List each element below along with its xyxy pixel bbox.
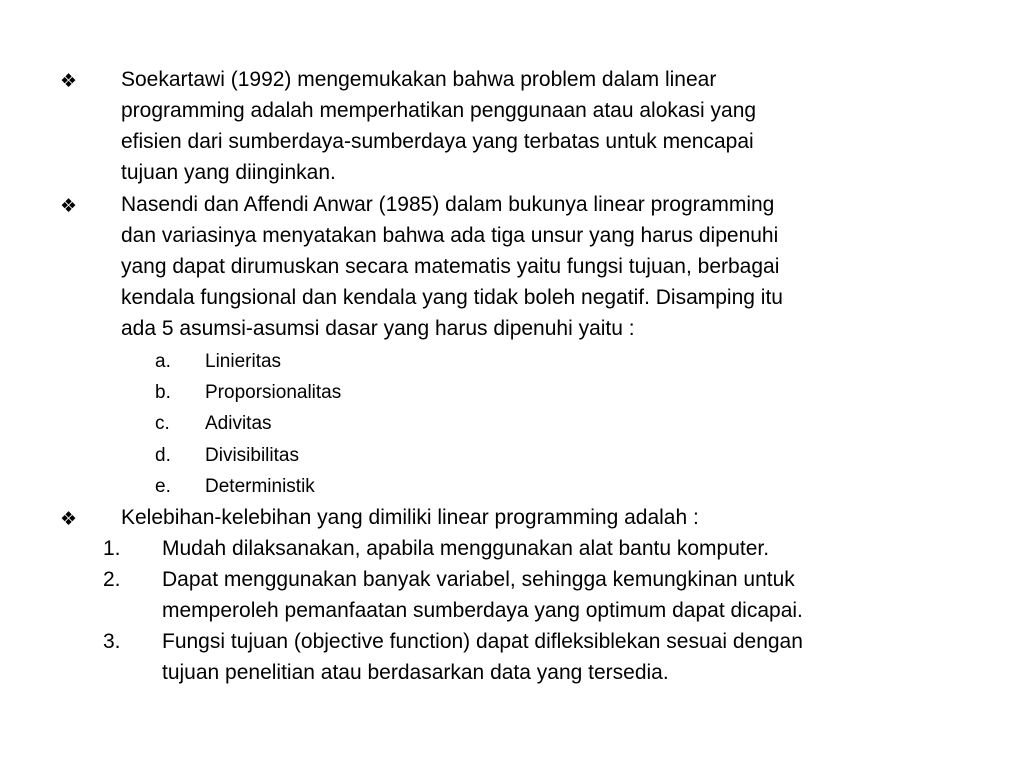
bullet-text-line: kendala fungsional dan kendala yang tidak boleh negatif. Disamping itu [121, 286, 783, 309]
numbered-item-text: tujuan penelitian atau berdasarkan data yang tersedia. [162, 661, 669, 684]
bullet-text-line: Soekartawi (1992) mengemukakan bahwa problem dalam linear [121, 68, 717, 91]
diamond-bullet-icon: ❖ [60, 509, 78, 530]
sub-item-label: a. [155, 351, 171, 372]
bullet-text-line: Kelebihan-kelebihan yang dimiliki linear programming adalah : [121, 506, 699, 529]
numbered-item-text: Fungsi tujuan (objective function) dapat difleksiblekan sesuai dengan [162, 630, 803, 653]
bullet-text-line: ada 5 asumsi-asumsi dasar yang harus dipenuhi yaitu : [121, 317, 635, 340]
sub-item-label: e. [155, 476, 171, 497]
numbered-item-text: memperoleh pemanfaatan sumberdaya yang optimum dapat dicapai. [162, 599, 803, 622]
sub-item-label: c. [155, 413, 170, 434]
bullet-text-line: Nasendi dan Affendi Anwar (1985) dalam bukunya linear programming [121, 193, 775, 216]
bullet-text-line: programming adalah memperhatikan penggunaan atau alokasi yang [121, 99, 757, 122]
numbered-item-text: Mudah dilaksanakan, apabila menggunakan alat bantu komputer. [162, 537, 770, 560]
numbered-item-label: 1. [103, 537, 121, 560]
sub-item-text: Proporsionalitas [205, 382, 342, 403]
numbered-item-text: Dapat menggunakan banyak variabel, sehingga kemungkinan untuk [162, 568, 795, 591]
bullet-text-line: tujuan yang diinginkan. [121, 161, 336, 184]
bullet-text-line: efisien dari sumberdaya-sumberdaya yang terbatas untuk mencapai [121, 130, 754, 153]
bullet-text-line: dan variasinya menyatakan bahwa ada tiga unsur yang harus dipenuhi [121, 224, 779, 247]
sub-item-text: Divisibilitas [205, 445, 299, 466]
sub-item-text: Linieritas [205, 351, 282, 372]
sub-item-label: b. [155, 382, 171, 403]
sub-item-label: d. [155, 445, 171, 466]
sub-item-text: Deterministik [205, 476, 315, 497]
numbered-item-label: 2. [103, 568, 121, 591]
numbered-item-label: 3. [103, 630, 121, 653]
sub-item-text: Adivitas [205, 413, 272, 434]
bullet-text-line: yang dapat dirumuskan secara matematis yaitu fungsi tujuan, berbagai [121, 255, 780, 278]
diamond-bullet-icon: ❖ [60, 196, 78, 217]
diamond-bullet-icon: ❖ [60, 71, 78, 92]
